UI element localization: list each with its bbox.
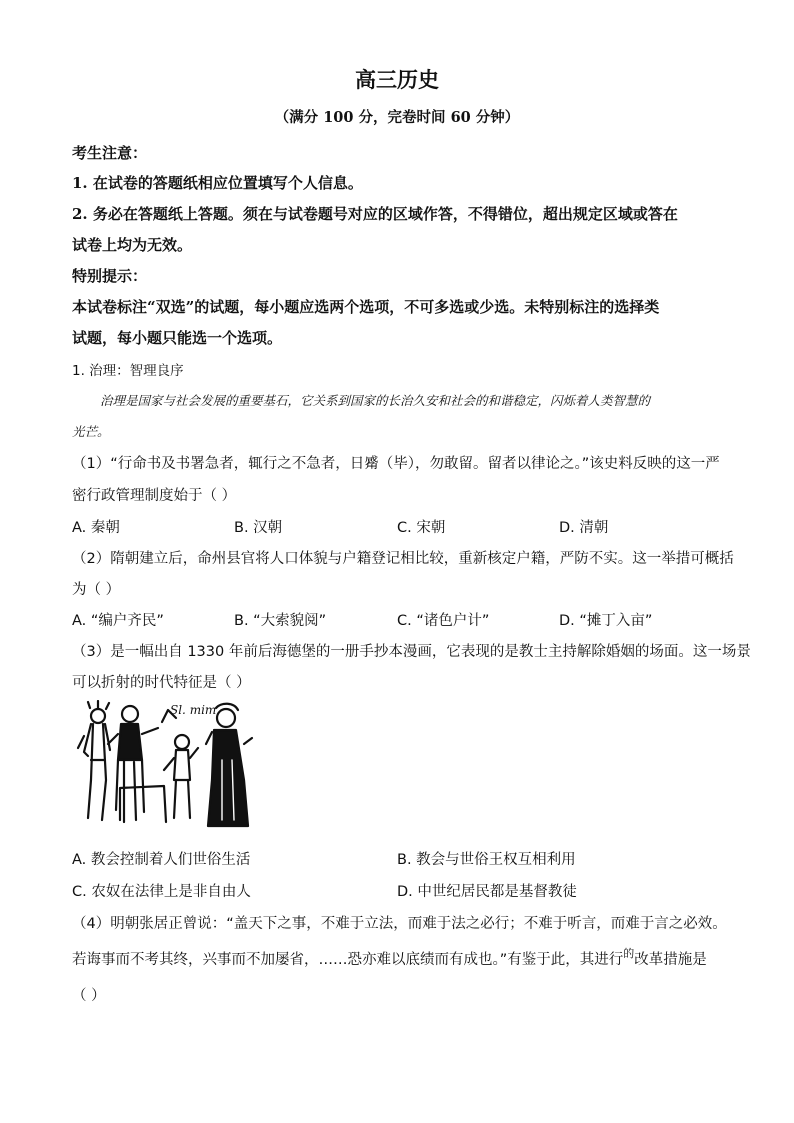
notice-item-2-line-1: 2. 务必在答题纸上答题。须在与试卷题号对应的区域作答，不得错位，超出规定区域或答在 bbox=[72, 205, 678, 223]
notice-item-1: 1. 在试卷的答题纸相应位置填写个人信息。 bbox=[72, 174, 363, 192]
special-heading: 特别提示： bbox=[72, 267, 148, 285]
illustration-scroll-text: Sl. mim bbox=[170, 703, 217, 717]
q1-option-d[interactable]: D. 清朝 bbox=[559, 520, 609, 536]
q4-line-2-part-a: 若诲事而不考其终，兴事而不加屡省，……恐亦难以底绩而有成也。”有鉴于此，其进行 bbox=[72, 952, 624, 968]
q1-line-1: （1）“行命书及书署急者，辄行之不急者，日觱（毕），勿敢留。留者以律论之。”该史料反映的这一严 bbox=[72, 456, 720, 472]
q2-option-d[interactable]: D. “摊丁入亩” bbox=[559, 613, 653, 629]
manuscript-illustration bbox=[76, 700, 256, 832]
q2-line-1: （2）隋朝建立后，命州县官将人口体貌与户籍登记相比较，重新核定户籍，严防不实。这一举措可概括 bbox=[72, 551, 734, 567]
q3-option-a[interactable]: A. 教会控制着人们世俗生活 bbox=[72, 852, 251, 868]
special-line-2: 试题，每小题只能选一个选项。 bbox=[72, 329, 283, 347]
section-1-heading: 1. 治理：智理良序 bbox=[72, 363, 184, 379]
q3-option-d[interactable]: D. 中世纪居民都是基督教徒 bbox=[397, 884, 577, 900]
q3-line-1: （3）是一幅出自 1330 年前后海德堡的一册手抄本漫画，它表现的是教士主持解除婚姻的场面。这一场景 bbox=[72, 644, 751, 660]
q4-line-2 bbox=[72, 948, 707, 969]
exam-info: （满分 100 分，完卷时间 60 分钟） bbox=[274, 109, 520, 126]
q4-line-1: （4）明朝张居正曾说：“盖天下之事，不难于立法，而难于法之必行；不难于听言，而难于言之必效。 bbox=[72, 916, 727, 932]
q4-line-3: （ ） bbox=[72, 988, 106, 1004]
q4-line-2-part-b: 改革措施是 bbox=[634, 952, 707, 968]
q2-line-2: 为（ ） bbox=[72, 582, 121, 598]
q1-option-c[interactable]: C. 宋朝 bbox=[397, 520, 446, 536]
notice-item-2-line-2: 试卷上均为无效。 bbox=[72, 236, 193, 254]
section-1-intro-line-2: 光芒。 bbox=[72, 424, 110, 439]
q2-option-c[interactable]: C. “诸色户计” bbox=[397, 613, 490, 629]
q1-option-a[interactable]: A. 秦朝 bbox=[72, 520, 120, 536]
q2-option-b[interactable]: B. “大索貌阅” bbox=[234, 613, 327, 629]
q4-line-2-superscript: 的 bbox=[623, 947, 635, 960]
q3-line-2: 可以折射的时代特征是（ ） bbox=[72, 675, 251, 691]
special-line-1: 本试卷标注“双选”的试题，每小题应选两个选项，不可多选或少选。未特别标注的选择类 bbox=[72, 298, 660, 316]
q1-line-2: 密行政管理制度始于（ ） bbox=[72, 488, 237, 504]
q2-option-a[interactable]: A. “编户齐民” bbox=[72, 613, 164, 629]
q1-option-b[interactable]: B. 汉朝 bbox=[234, 520, 283, 536]
q3-option-b[interactable]: B. 教会与世俗王权互相利用 bbox=[397, 852, 576, 868]
notice-heading: 考生注意： bbox=[72, 144, 148, 162]
page-title: 高三历史 bbox=[355, 67, 439, 92]
section-1-intro-line-1: 治理是国家与社会发展的重要基石，它关系到国家的长治久安和社会的和谐稳定，闪烁着人类智慧的 bbox=[100, 393, 651, 408]
q3-option-c[interactable]: C. 农奴在法律上是非自由人 bbox=[72, 884, 251, 900]
